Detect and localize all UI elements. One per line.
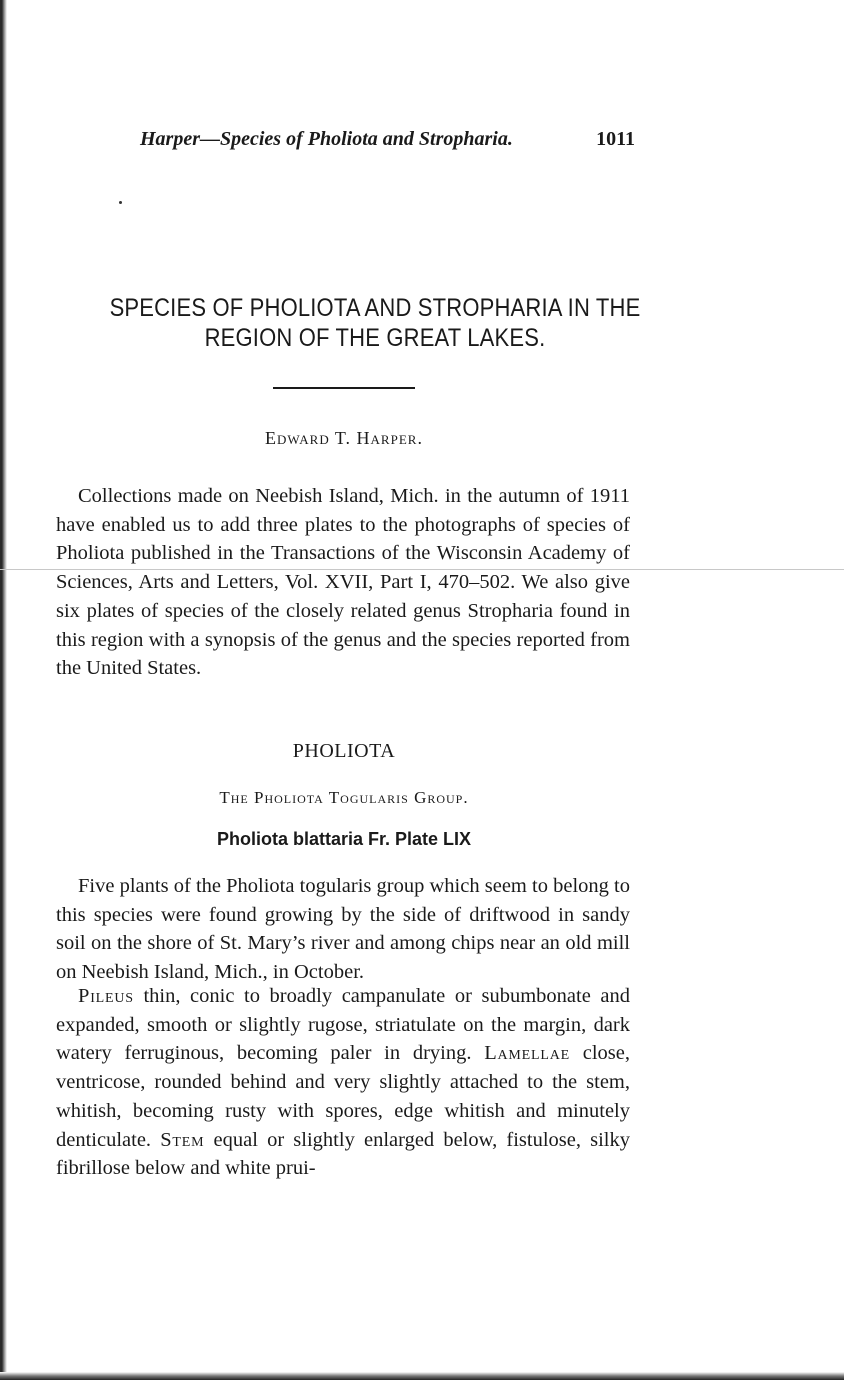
intro-paragraph: Collections made on Neebish Island, Mich. in the autumn of 1911 have enabled us to add three plates to the photographs of species of Pholiota published in the Transactions of the Wisconsin Academy of Sciences, Arts and Letters, Vol. XVII, Part I, 470–502. We also give six plates of species of the closely related genus Stropharia found in this region with a synopsis of the genus and the species reported from the United States. (56, 485, 630, 680)
title-rule (273, 387, 415, 389)
article-title-line-2: REGION OF THE GREAT LAKES. (204, 324, 546, 352)
running-head (140, 128, 635, 156)
pileus-label: Pileus (78, 985, 134, 1007)
stem-label: Stem (160, 1128, 205, 1151)
article-title (98, 293, 652, 353)
scan-edge-left (0, 0, 7, 1380)
lamellae-text: close, ventricose, rounded behind and very slightly attached to the stem, whitish, becoming rusty with spores, edge whitish and minutely denticulate. (56, 1042, 630, 1151)
article-title-line-1: SPECIES OF PHOLIOTA AND STROPHARIA IN THE (109, 294, 641, 322)
author-name: Edward T. Harper. (265, 428, 423, 448)
species-paragraph: Five plants of the Pholiota togularis group which seem to belong to this species were found growing by the side of driftwood in sandy soil on the shore of St. Mary’s river and among chips near an old mill on Neebish Island, Mich., in October. (56, 875, 630, 984)
description-paragraph (56, 982, 630, 1183)
running-head-title: Harper—Species of Pholiota and Stropharia. (140, 128, 513, 150)
lamellae-label: Lamellae (484, 1042, 571, 1065)
pileus-text: thin, conic to broadly campanulate or subumbonate and expanded, smooth or slightly rugose, striatulate on the margin, dark watery ferruginous, becoming paler in drying. (56, 985, 630, 1065)
species-heading: Pholiota blattaria Fr. Plate LIX (216, 829, 472, 849)
stem-text: equal or slightly enlarged below, fistulose, silky fibrillose below and white prui- (56, 1128, 630, 1180)
group-heading: The Pholiota Togularis Group. (219, 788, 469, 807)
page-number: 1011 (596, 128, 635, 150)
scan-speck (119, 201, 122, 204)
section-heading: PHOLIOTA (292, 740, 396, 762)
scan-edge-bottom (0, 1372, 844, 1380)
